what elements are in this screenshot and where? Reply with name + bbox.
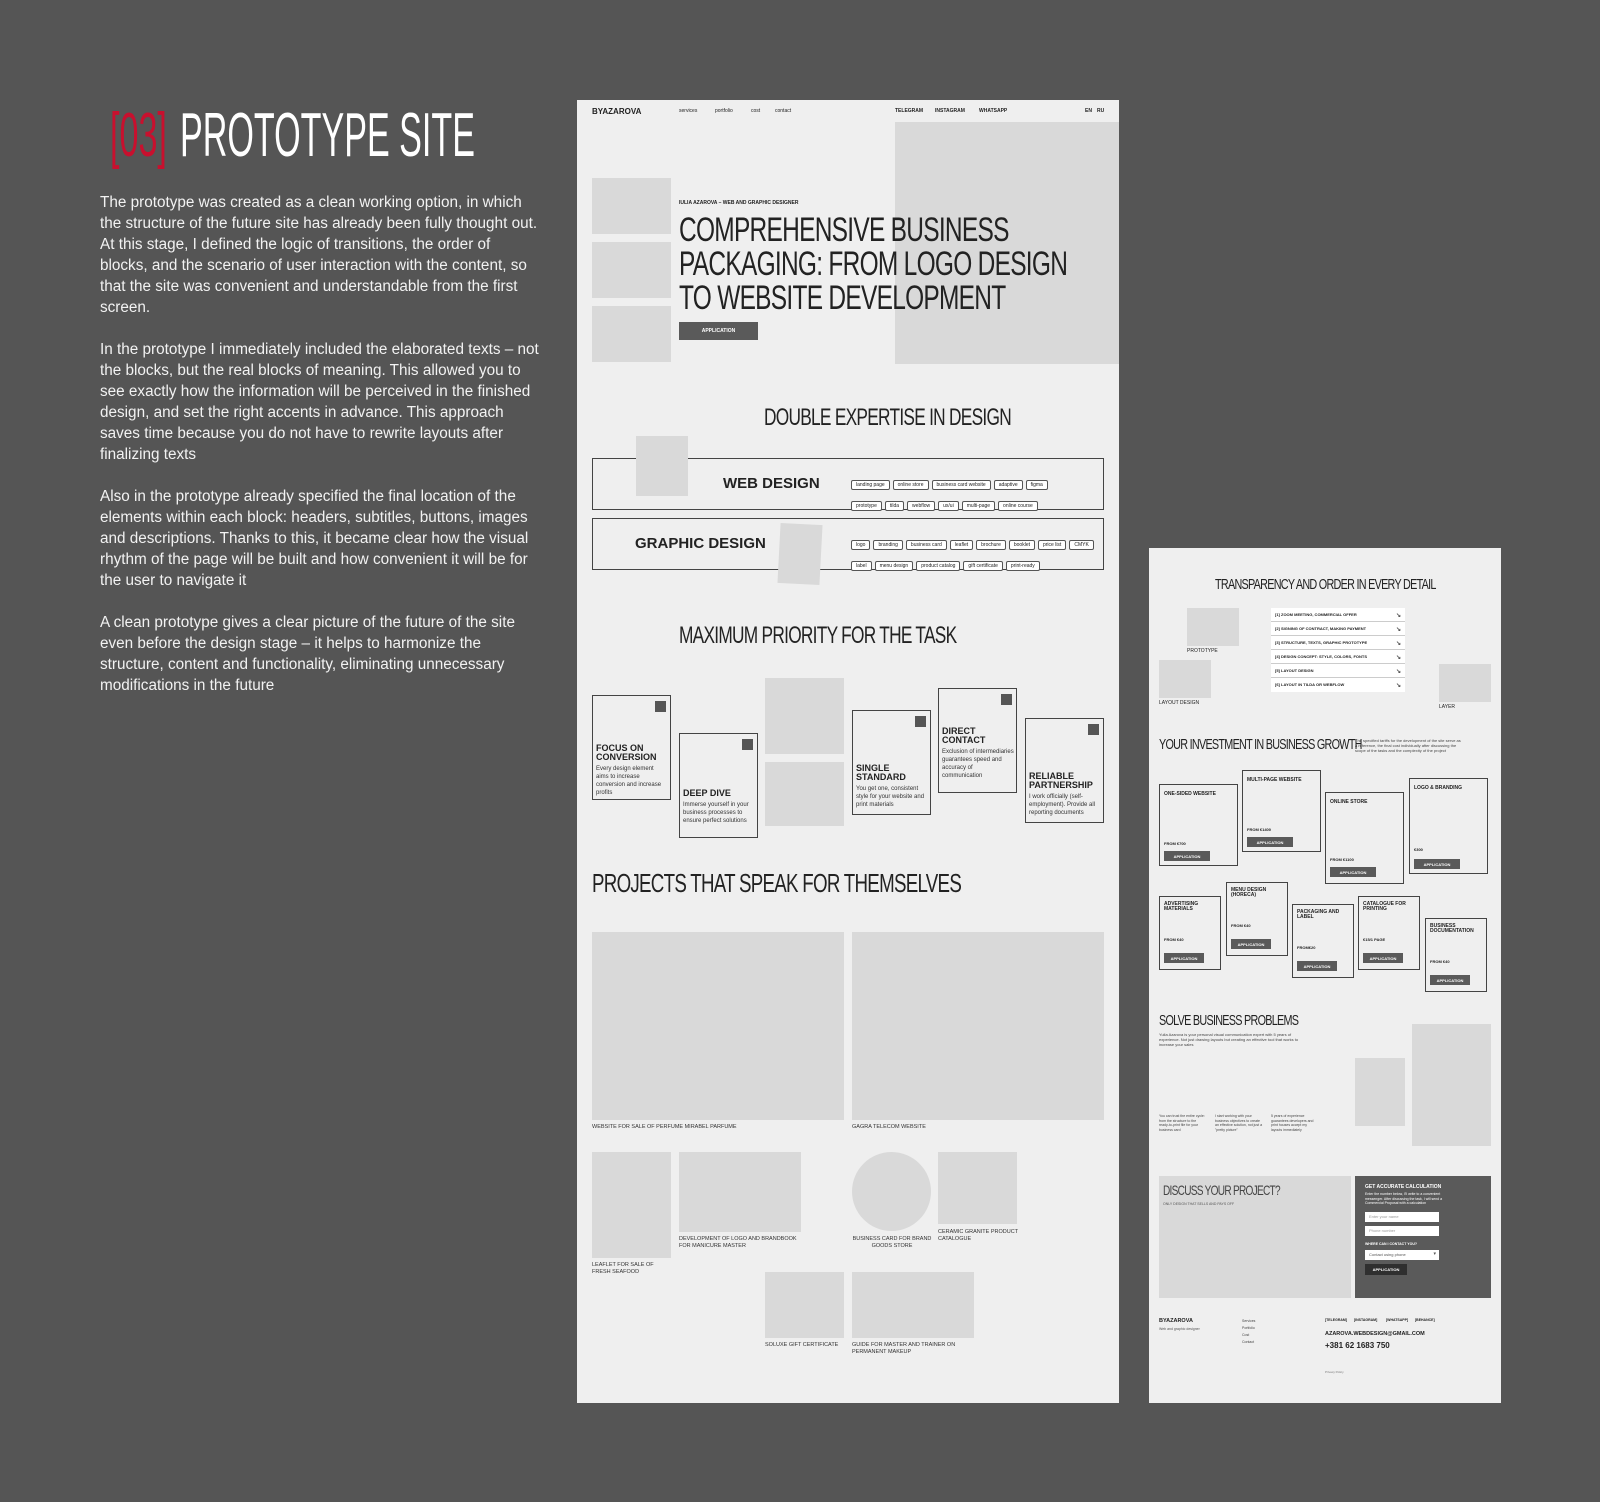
price-card-button[interactable]: APPLICATION [1164,851,1210,861]
footer-phone[interactable]: +381 62 1683 750 [1325,1341,1390,1350]
tag: gift certificate [963,561,1002,571]
tag: product catalog [916,561,960,571]
arrow-icon: ↘ [1395,641,1401,647]
intro-text [100,192,540,717]
tag: webflow [907,501,935,511]
card-square-icon [1088,724,1099,735]
step-item[interactable] [1271,622,1405,636]
priority-card [1025,718,1104,823]
footer-email[interactable]: AZAROVA.WEBDESIGN@GMAIL.COM [1325,1331,1425,1337]
card-title: DEEP DIVE [683,788,731,798]
project-caption: LEAFLET FOR SALE OF FRESH SEAFOOD [592,1262,654,1275]
contact-select[interactable] [1365,1250,1439,1260]
hero-thumb [592,306,671,362]
discuss-block [1159,1176,1351,1298]
name-input[interactable]: Enter your name [1365,1212,1439,1222]
price-card-title: PACKAGING AND LABEL [1297,909,1340,920]
phone-input[interactable]: Phone number [1365,1226,1439,1236]
card-title: FOCUS ON CONVERSION [596,743,657,762]
prototype-secondary-page [1149,548,1501,1403]
tag: multi-page [962,501,995,511]
solve-point: You can trust the entire cycle: from the structure to the ready-to-print file for your business card [1159,1114,1205,1132]
project-caption: GUIDE FOR MASTER AND TRAINER ON PERMANENT MAKEUP [852,1342,956,1355]
graphic-design-image [777,523,822,585]
footer-behance[interactable]: [BEHANCE] [1415,1318,1435,1322]
tag: logo [851,540,870,550]
project-image[interactable] [592,1152,671,1258]
solve-image [1355,1058,1405,1126]
hero-title-line: PACKAGING: FROM LOGO DESIGN [679,245,1068,283]
footer-links [1242,1318,1255,1346]
step-image-label: PROTOTYPE [1187,648,1218,654]
price-card-price: FROM €700 [1164,841,1186,846]
intro-paragraph: A clean prototype gives a clear picture of the future of the site even before the design stage – it helps to harmonize the structure, content and functionality, eliminating unnecessary modifications in the future [100,614,515,694]
step-item[interactable] [1271,664,1405,678]
tag: print-ready [1006,561,1040,571]
price-card-price: €300 [1414,847,1423,852]
price-card [1159,784,1238,866]
price-card [1409,778,1488,874]
card-title: DIRECT CONTACT [942,726,986,745]
solve-title: SOLVE BUSINESS PROBLEMS [1159,1012,1299,1029]
web-design-image [636,436,688,496]
price-card-button[interactable]: APPLICATION [1414,859,1460,869]
web-design-tags [851,473,1101,515]
price-card [1325,792,1404,884]
priority-card [852,710,931,815]
form-application-button[interactable]: APPLICATION [1365,1264,1407,1275]
footer-whatsapp[interactable]: [WHATSAPP] [1386,1318,1409,1322]
tag: adaptive [994,480,1023,490]
tag: business card website [932,480,991,490]
price-card-title: CATALOGUE FOR PRINTING [1363,901,1406,912]
hero-thumb [592,178,671,234]
card-desc: I work officially (self-employment). Provide all reporting documents [1029,794,1096,816]
project-caption: CERAMIC GRANITE PRODUCT CATALOGUE [938,1229,1018,1242]
step-image [1159,660,1211,698]
price-card [1292,904,1354,978]
nav-telegram[interactable]: TELEGRAM [895,108,924,114]
price-card-button[interactable]: APPLICATION [1330,867,1376,877]
step-image-label: LAYER [1439,704,1456,710]
price-card-price: FROM €1400 [1247,827,1272,832]
tag: leaflet [950,540,973,550]
step-image-label: LAYOUT DESIGN [1159,700,1200,706]
tag: label [851,561,872,571]
discuss-subtitle: ONLY DESIGN THAT SELLS AND PAYS OFF [1163,1202,1235,1206]
project-image[interactable] [679,1152,801,1232]
card-desc: Exclusion of intermediaries guarantees speed and accuracy of communication [942,749,1014,779]
footer-link[interactable]: Services [1242,1319,1256,1323]
project-image[interactable] [852,1152,931,1231]
project-caption: DEVELOPMENT OF LOGO AND BRANDBOOK FOR MANICURE MASTER [679,1236,797,1249]
priority-image [765,678,844,754]
arrow-icon: ↘ [1395,613,1401,619]
hero-title-line: TO WEBSITE DEVELOPMENT [679,279,1006,317]
priority-card [679,733,758,838]
project-caption: GAGRA TELECOM WEBSITE [852,1124,926,1130]
card-desc: Every design element aims to increase conversion and increase profits [596,766,662,796]
discuss-title: DISCUSS YOUR PROJECT? [1163,1182,1280,1198]
step-text: [3] STRUCTURE, TEXTS, GRAPHIC PROTOTYPE [1275,640,1368,645]
step-text: [2] SIGNING OF CONTRACT, MAKING PAYMENT [1275,626,1367,631]
tag: brochure [976,540,1006,550]
step-item[interactable] [1271,608,1405,622]
lang-ru[interactable]: RU [1097,108,1105,114]
graphic-design-tags [851,533,1103,575]
price-card-price: FROM €40 [1164,937,1184,942]
arrow-icon: ↘ [1395,669,1401,675]
hero-thumb [592,242,671,298]
price-card-price: FROM€20 [1297,945,1316,950]
expertise-title: DOUBLE EXPERTISE IN DESIGN [764,404,1011,431]
tag: tilda [885,501,904,511]
price-card [1425,918,1487,992]
contact-select-value: Contact using phone [1369,1252,1406,1257]
price-card-button[interactable]: APPLICATION [1297,961,1337,971]
project-image[interactable] [765,1272,844,1338]
footer-link[interactable]: Cost [1242,1333,1250,1337]
price-card-title: ONLINE STORE [1330,799,1368,805]
price-card [1159,896,1221,970]
step-text: [6] LAYOUT IN TILDA OR WEBFLOW [1275,682,1345,687]
priority-image [765,762,844,826]
tag: price list [1038,540,1066,550]
footer-link[interactable]: Portfolio [1242,1326,1255,1330]
nav-instagram[interactable]: INSTAGRAM [935,108,965,114]
card-square-icon [915,716,926,727]
project-caption: BUSINESS CARD FOR BRAND GOODS STORE [852,1236,932,1249]
card-square-icon [1001,694,1012,705]
card-title: SINGLE STANDARD [856,763,906,782]
arrow-icon: ↘ [1395,655,1401,661]
project-image[interactable] [852,1272,974,1338]
footer-telegram[interactable]: [TELEGRAM] [1325,1318,1347,1322]
solve-point: I start working with your business objectives to create an effective solution, not just a "pretty picture" [1215,1114,1263,1132]
arrow-icon: ↘ [1395,627,1401,633]
step-item[interactable] [1271,650,1405,664]
tag: prototype [851,501,882,511]
nav-link-services[interactable]: services [679,108,698,114]
nav-link-portfolio[interactable]: portfolio [715,108,733,114]
tag: booklet [1009,540,1035,550]
tag: online course [998,501,1038,511]
footer-privacy[interactable]: Privacy Policy [1325,1370,1344,1374]
price-card-title: ONE-SIDED WEBSITE [1164,791,1216,797]
tag: figma [1026,480,1048,490]
prototype-main-page [577,100,1119,1403]
price-card-price: €15/1 PAGE [1363,937,1386,942]
hero-application-button[interactable]: APPLICATION [679,322,758,340]
priority-card [938,688,1017,793]
price-card-button[interactable]: APPLICATION [1363,953,1403,963]
arrow-icon: ↘ [1395,683,1401,689]
price-card-button[interactable]: APPLICATION [1247,837,1293,847]
step-image [1187,608,1239,646]
nav-whatsapp[interactable]: WHATSAPP [979,108,1008,114]
price-card-button[interactable]: APPLICATION [1231,939,1271,949]
tag: menu design [875,561,914,571]
form-desc: Enter the number below, I'll write to a convenient messenger. After discussing the task, I will send a Commercial Proposal with a calculation [1365,1192,1443,1205]
steps-list [1271,608,1405,692]
price-card-title: MENU DESIGN (HORECA) [1231,887,1267,898]
footer-tagline: Web and graphic designer [1159,1327,1200,1331]
section-number: [03] [110,100,167,170]
priority-card [592,695,671,800]
project-image[interactable] [592,932,844,1120]
chevron-down-icon: ▾ [1433,1251,1436,1257]
tag: branding [873,540,902,550]
step-text: [5] LAYOUT DESIGN [1275,668,1314,673]
project-image[interactable] [938,1152,1017,1224]
footer-logo[interactable]: BYAZAROVA [1159,1318,1193,1324]
solve-point: 5 years of experience guarantees developers and print houses accept my layouts immediately [1271,1114,1314,1132]
step-image [1439,664,1491,702]
card-square-icon [742,739,753,750]
tag: online store [893,480,929,490]
nav-logo[interactable]: BYAZAROVA [592,107,642,116]
section-title: PROTOTYPE SITE [180,100,475,170]
card-square-icon [655,701,666,712]
priority-title: MAXIMUM PRIORITY FOR THE TASK [679,622,957,649]
contact-label: WHERE CAN I CONTACT YOU? [1365,1242,1417,1246]
price-card-title: ADVERTISING MATERIALS [1164,901,1199,912]
tag: ux/ui [938,501,959,511]
price-card-title: LOGO & BRANDING [1414,785,1463,791]
web-design-label: WEB DESIGN [723,475,820,492]
nav-link-contact[interactable]: contact [775,108,792,114]
project-image[interactable] [852,932,1104,1120]
project-caption: WEBSITE FOR SALE OF PERFUME MIRABEL PARFUME [592,1124,737,1130]
calculation-form [1355,1176,1491,1298]
investment-title: YOUR INVESTMENT IN BUSINESS GROWTH [1159,736,1362,753]
intro-paragraph: In the prototype I immediately included the elaborated texts – not the blocks, but the real blocks of meaning. This allowed you to see exactly how the information will be perceived in the finished design, and set the right accents in advance. This approach saves time because you do not have to rewrite layouts after finalizing texts [100,341,539,463]
price-card-price: FROM €40 [1231,923,1251,928]
tag: landing page [851,480,890,490]
step-text: [4] DESIGN CONCEPT: STYLE, COLORS, FONTS [1275,654,1368,659]
price-card [1358,896,1420,970]
tag: business card [906,540,947,550]
price-card [1242,770,1321,852]
card-desc: Immerse yourself in your business processes to ensure perfect solutions [683,802,749,824]
tag: CMYK [1069,540,1093,550]
footer-instagram[interactable]: [INSTAGRAM] [1354,1318,1378,1322]
price-card-button[interactable]: APPLICATION [1430,975,1470,985]
intro-paragraph: Also in the prototype already specified the final location of the elements within each block: headers, subtitles, buttons, images and descriptions. Thanks to this, it became clear how the visual rhythm of the page will be built and how convenient it will be for the user to navigate it [100,488,529,589]
solve-image [1412,1024,1491,1146]
step-text: [1] ZOOM MEETING, COMMERCIAL OFFER [1275,612,1357,617]
hero-eyebrow: IULIA AZAROVA – WEB AND GRAPHIC DESIGNER [679,200,799,206]
solve-desc: Yulia Azarova is your personal visual communication expert with 5 years of experience. Not just drawing layouts but creating an effective tool that works to increase your sales [1159,1032,1299,1047]
nav-link-cost[interactable]: cost [751,108,761,114]
projects-title: PROJECTS THAT SPEAK FOR THEMSELVES [592,868,962,898]
price-card-title: BUSINESS DOCUMENTATION [1430,923,1474,934]
transparency-title: TRANSPARENCY AND ORDER IN EVERY DETAIL [1215,576,1436,593]
price-card-price: FROM €1100 [1330,857,1354,862]
step-item[interactable] [1271,678,1405,692]
graphic-design-label: GRAPHIC DESIGN [635,535,766,552]
hero-title-line: COMPREHENSIVE BUSINESS [679,211,1009,249]
price-card [1226,882,1288,956]
price-card-button[interactable]: APPLICATION [1164,953,1204,963]
intro-paragraph: The prototype was created as a clean working option, in which the structure of the future site has already been fully thought out. At this stage, I defined the logic of transitions, the order of blocks, and the scenario of user interaction with the content, so that the site was convenient and understandable from the first screen. [100,194,538,316]
card-desc: You get one, consistent style for your website and print materials [856,786,925,808]
step-item[interactable] [1271,636,1405,650]
card-title: RELIABLE PARTNERSHIP [1029,771,1093,790]
graphic-design-row[interactable] [592,518,1104,570]
form-title: GET ACCURATE CALCULATION [1365,1184,1442,1190]
investment-note: The specified tariffs for the development of the site serve as a reference, the final cost individually after discussing the scope of the tasks and the complexity of the project [1355,738,1461,753]
price-card-title: MULTI-PAGE WEBSITE [1247,777,1302,783]
lang-en[interactable]: EN [1085,108,1092,114]
footer-link[interactable]: Contact [1242,1340,1255,1344]
project-caption: SOLUXE GIFT CERTIFICATE [765,1342,839,1348]
price-card-price: FROM €40 [1430,959,1450,964]
